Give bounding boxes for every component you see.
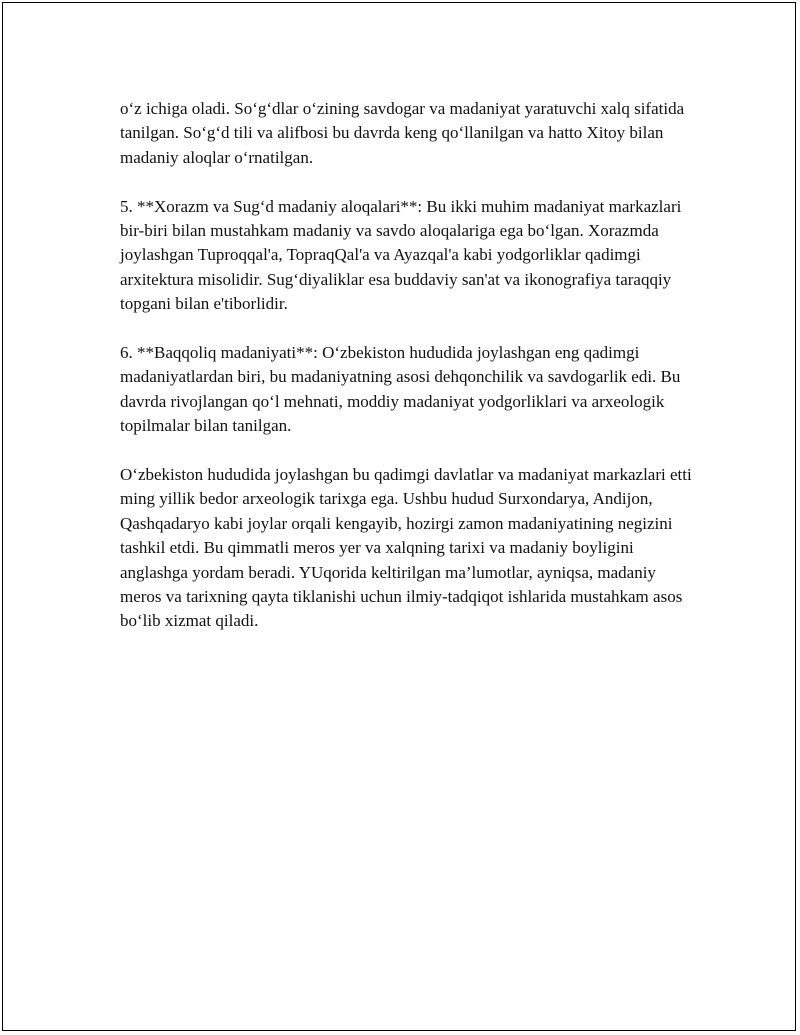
paragraph-conclusion: O‘zbekiston hududida joylashgan bu qadimgi davlatlar va madaniyat markazlari etti ming yillik bedor arxeologik tarixga ega. Ushbu hudud Surxondarya, Andijon, Qashqadaryo kabi joylar orqali kengayib, hozirgi zamon madaniyatining negizini tashkil etdi. Bu qimmatli meros yer va xalqning tarixi va madaniy boyligini anglashga yordam beradi. YUqorida keltirilgan ma’lumotlar, ayniqsa, madaniy meros va tarixning qayta tiklanishi uchun ilmiy-tadqiqot ishlarida mustahkam asos bo‘lib xizmat qiladi. [120,465,692,631]
paragraph-baqqoliq: 6. **Baqqoliq madaniyati**: O‘zbekiston hududida joylashgan eng qadimgi madaniyatlardan biri, bu madaniyatning asosi dehqonchilik va savdogarlik edi. Bu davrda rivojlangan qo‘l mehnati, moddiy madaniyat yodgorliklari va arxeologik topilmalar bilan tanilgan. [120,343,681,436]
document-page [2,2,796,1031]
paragraph-sogd-intro: o‘z ichiga oladi. So‘g‘dlar o‘zining savdogar va madaniyat yaratuvchi xalq sifatida tanilgan. So‘g‘d tili va alifbosi bu davrda keng qo‘llanilgan va hatto Xitoy bilan madaniy aloqlar o‘rnatilgan. [120,99,685,167]
document-body [120,97,695,658]
paragraph-xorazm-sugd: 5. **Xorazm va Sug‘d madaniy aloqalari**: Bu ikki muhim madaniyat markazlari bir-biri bilan mustahkam madaniy va savdo aloqalariga ega bo‘lgan. Xorazmda joylashgan Tuproqqal'a, TopraqQal'a va Ayazqal'a kabi yodgorliklar qadimgi arxitektura misolidir. Sug‘diyaliklar esa buddaviy san'at va ikonografiya taraqqiy topgani bilan e'tiborlidir. [120,196,682,314]
